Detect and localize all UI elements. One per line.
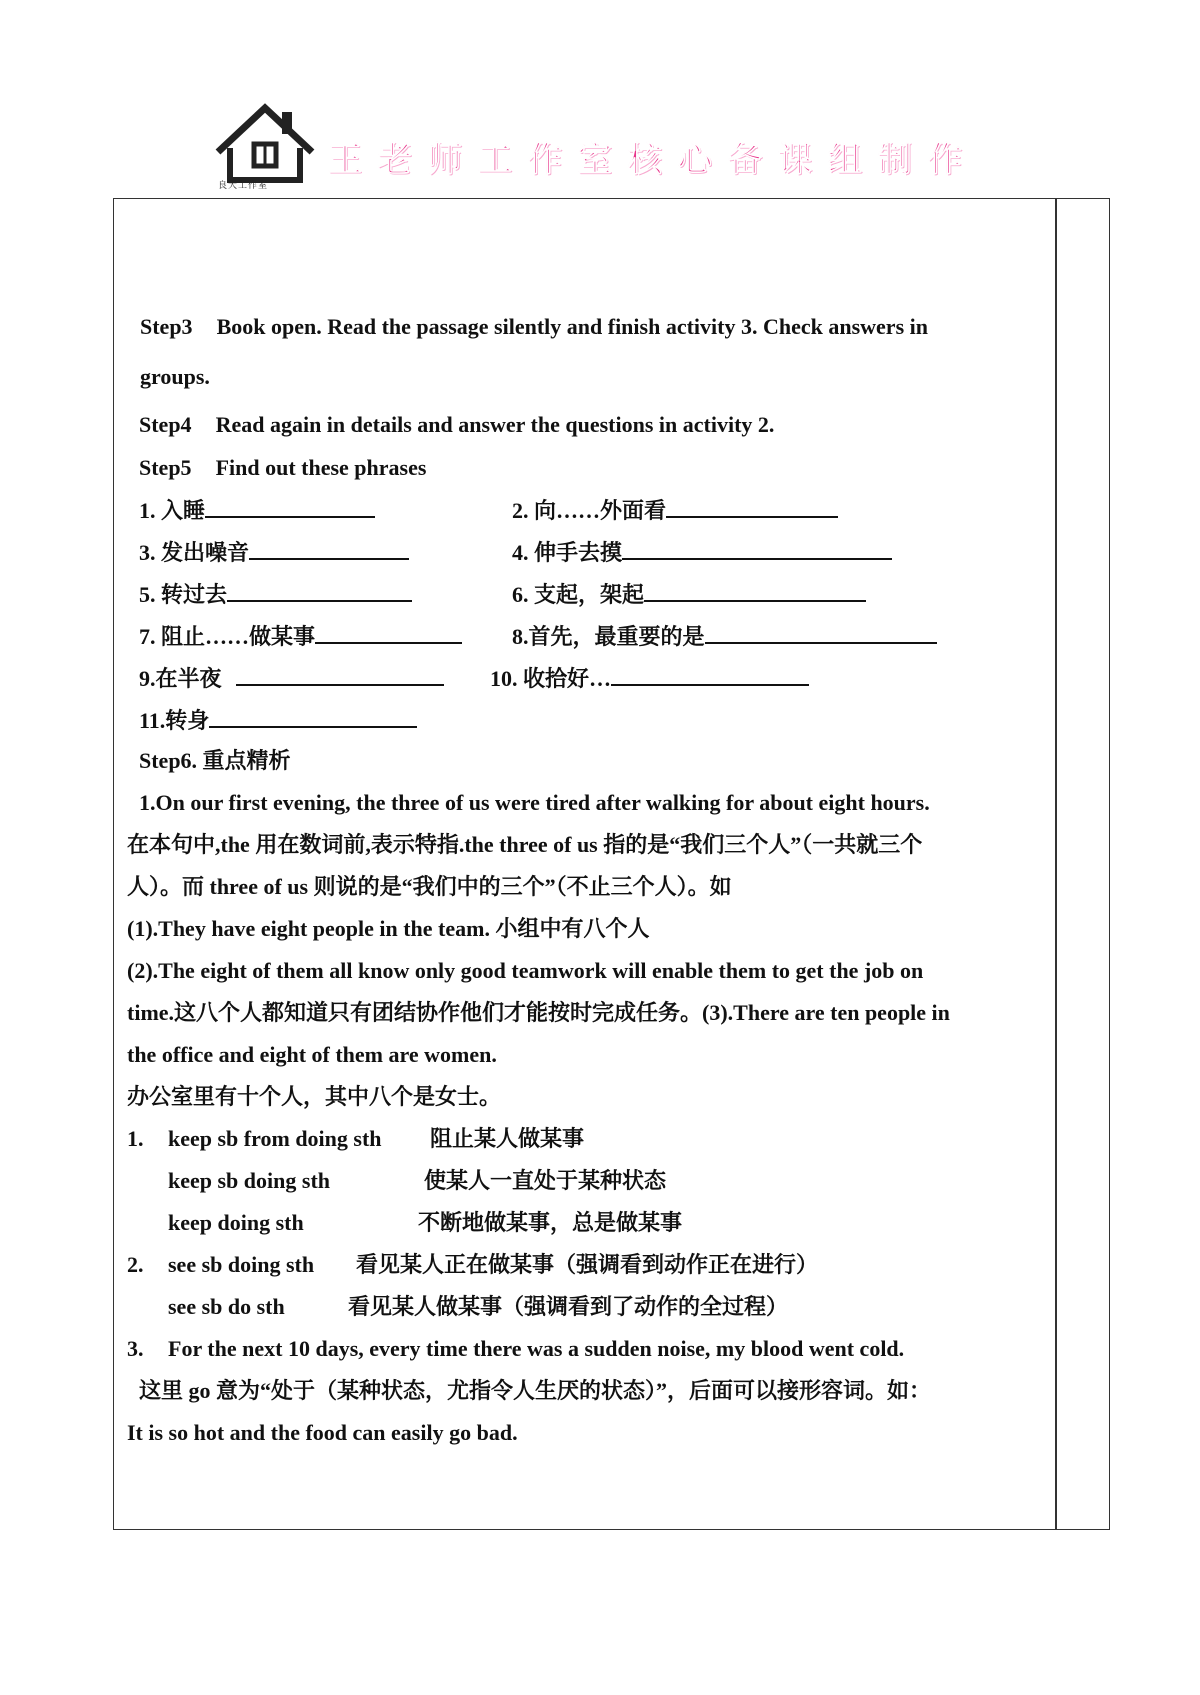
phrase-7-label: 7. 阻止……做某事 bbox=[139, 624, 316, 649]
step3-text: Book open. Read the passage silently and finish activity 3. Check answers in bbox=[216, 314, 928, 339]
phrase-6 bbox=[512, 580, 866, 608]
note-1b-chinese: 使某人一直处于某种状态 bbox=[424, 1168, 667, 1193]
phrase-2-blank[interactable] bbox=[666, 496, 838, 518]
note-2b-chinese: 看见某人做某事（强调看到了动作的全过程） bbox=[348, 1294, 789, 1319]
note-2b-english: see sb do sth bbox=[168, 1294, 285, 1319]
phrase-2-label: 2. 向……外面看 bbox=[512, 498, 667, 523]
column-divider bbox=[1055, 198, 1057, 1530]
step6-sentence-4: (1).They have eight people in the team. 小组中有八个人 bbox=[127, 916, 650, 941]
phrase-5-blank[interactable] bbox=[227, 580, 412, 602]
note-2a-english: see sb doing sth bbox=[168, 1252, 315, 1277]
note-1a-english: keep sb from doing sth bbox=[168, 1126, 382, 1151]
phrase-10-label: 10. 收拾好… bbox=[490, 666, 612, 691]
phrase-11 bbox=[139, 706, 417, 734]
phrase-6-label: 6. 支起，架起 bbox=[512, 582, 645, 607]
phrase-1-label: 1. 入睡 bbox=[139, 498, 206, 523]
phrase-4-label: 4. 伸手去摸 bbox=[512, 540, 623, 565]
phrase-9-label: 9.在半夜 bbox=[139, 666, 222, 691]
note-3-num: 3. bbox=[127, 1336, 144, 1361]
step5-line bbox=[139, 455, 426, 481]
step4-label: Step4 bbox=[139, 412, 192, 437]
phrase-8-label: 8.首先，最重要的是 bbox=[512, 624, 705, 649]
step6-heading: Step6. 重点精析 bbox=[139, 748, 291, 773]
phrase-6-blank[interactable] bbox=[644, 580, 866, 602]
step6-sentence-3: 人）。而 three of us 则说的是“我们中的三个”（不止三个人）。如 bbox=[127, 874, 732, 899]
note-1a-chinese: 阻止某人做某事 bbox=[430, 1126, 585, 1151]
phrase-7-blank[interactable] bbox=[315, 622, 462, 644]
note-2-num: 2. bbox=[127, 1252, 144, 1277]
phrase-9-blank[interactable] bbox=[236, 664, 444, 686]
note-3-english: For the next 10 days, every time there was a sudden noise, my blood went cold. bbox=[168, 1336, 905, 1361]
phrase-10-blank[interactable] bbox=[611, 664, 809, 686]
note-2a-chinese: 看见某人正在做某事（强调看到动作正在进行） bbox=[356, 1252, 819, 1277]
phrase-7 bbox=[139, 622, 462, 650]
phrase-2 bbox=[512, 496, 838, 524]
step5-label: Step5 bbox=[139, 455, 192, 480]
phrase-3 bbox=[139, 538, 409, 566]
step6-sentence-5: (2).The eight of them all know only good teamwork will enable them to get the job on bbox=[127, 958, 924, 983]
step3-continuation: groups. bbox=[140, 364, 210, 389]
step5-text: Find out these phrases bbox=[215, 455, 427, 480]
header-banner: 王老师工作室核心备课组制作 bbox=[328, 140, 978, 180]
house-logo-icon bbox=[210, 100, 320, 190]
phrase-9 bbox=[139, 664, 444, 692]
step3-label: Step3 bbox=[140, 314, 193, 339]
note-1-num: 1. bbox=[127, 1126, 144, 1151]
note-1c-english: keep doing sth bbox=[168, 1210, 304, 1235]
phrase-5 bbox=[139, 580, 412, 608]
phrase-4-blank[interactable] bbox=[622, 538, 892, 560]
step6-sentence-2: 在本句中,the 用在数词前,表示特指.the three of us 指的是“我们三个人”（一共就三个 bbox=[127, 832, 923, 857]
phrase-1 bbox=[139, 496, 375, 524]
step6-sentence-6: time.这八个人都知道只有团结协作他们才能按时完成任务。(3).There are ten people in bbox=[127, 1000, 950, 1025]
phrase-5-label: 5. 转过去 bbox=[139, 582, 228, 607]
logo-caption: 良大工作室 bbox=[218, 181, 269, 191]
phrase-11-blank[interactable] bbox=[209, 706, 417, 728]
phrase-8-blank[interactable] bbox=[705, 622, 937, 644]
step6-sentence-8: 办公室里有十个人，其中八个是女士。 bbox=[127, 1084, 502, 1109]
phrase-10 bbox=[490, 664, 809, 692]
note-1b-english: keep sb doing sth bbox=[168, 1168, 331, 1193]
step6-sentence-7: the office and eight of them are women. bbox=[127, 1042, 497, 1067]
phrase-3-label: 3. 发出噪音 bbox=[139, 540, 250, 565]
phrase-3-blank[interactable] bbox=[249, 538, 409, 560]
note-3-example: It is so hot and the food can easily go bad. bbox=[127, 1420, 518, 1445]
phrase-4 bbox=[512, 538, 892, 566]
phrase-1-blank[interactable] bbox=[205, 496, 375, 518]
content-frame bbox=[113, 198, 1110, 1530]
phrase-11-label: 11.转身 bbox=[139, 708, 210, 733]
step4-text: Read again in details and answer the questions in activity 2. bbox=[215, 412, 775, 437]
note-3-chinese: 这里 go 意为“处于（某种状态，尤指令人生厌的状态）”，后面可以接形容词。如： bbox=[139, 1378, 932, 1403]
phrase-8 bbox=[512, 622, 937, 650]
step3-line bbox=[140, 314, 928, 340]
step4-line bbox=[139, 412, 774, 438]
note-1c-chinese: 不断地做某事，总是做某事 bbox=[418, 1210, 683, 1235]
step6-sentence-1: 1.On our first evening, the three of us were tired after walking for about eight hours. bbox=[139, 790, 930, 815]
